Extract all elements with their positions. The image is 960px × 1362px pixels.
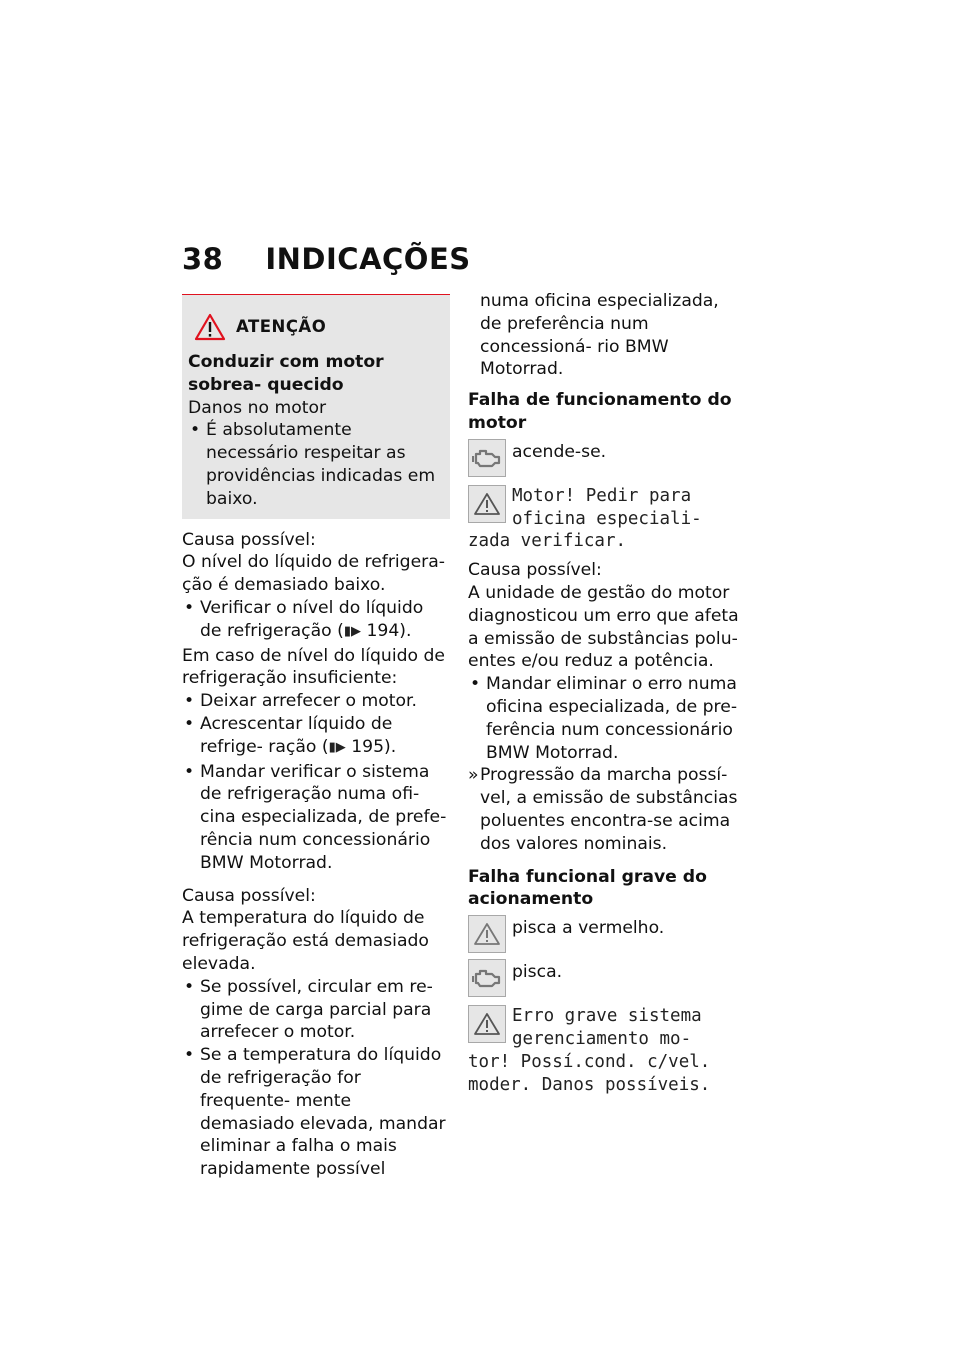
- cause-text: O nível do líquido de refrigera- ção é demasiado baixo.: [182, 552, 445, 596]
- engine-check-icon: [468, 439, 506, 477]
- cause-text: A unidade de gestão do motor diagnosticou um erro que afeta a emissão de substâncias polu- entes e/ou reduz a potência.: [468, 582, 739, 672]
- bullet-text: Acrescentar líquido de refrige- ração (: [200, 713, 393, 757]
- list-item: • Mandar eliminar o erro numa oficina especializada, de pre- ferência num concessionário BMW Motorrad.: [468, 673, 740, 764]
- cause-label: Causa possível:: [468, 560, 602, 581]
- left-column: [182, 294, 450, 1191]
- cause-label: Causa possível:: [182, 885, 316, 906]
- cause-low-coolant: [182, 529, 450, 875]
- warning-triangle-icon: [468, 485, 506, 523]
- page-title: INDICAÇÕES: [265, 242, 471, 276]
- warning-triangle-icon: [194, 313, 226, 341]
- display-line: Erro grave sistema: [512, 1006, 702, 1027]
- display-line: tor! Possí.cond. c/vel.: [468, 1051, 711, 1072]
- page-reference[interactable]: 194: [366, 620, 400, 641]
- display-message: [468, 485, 740, 553]
- right-column: [468, 290, 740, 1102]
- warning-title: ATENÇÃO: [236, 316, 327, 336]
- indicator-state: pisca.: [512, 962, 563, 983]
- warning-box: [182, 294, 450, 519]
- warning-bullet: • É absolutamente necessário respeitar as providências indicadas em baixo.: [188, 419, 444, 510]
- display-line: gerenciamento mo-: [512, 1028, 692, 1049]
- result-item: » Progressão da marcha possí- vel, a emissão de substâncias poluentes encontra-se acima dos valores nominais.: [468, 764, 740, 855]
- list-item: • Deixar arrefecer o motor.: [182, 690, 450, 713]
- list-item: • Se a temperatura do líquido de refrigeração for frequente- mente demasiado elevada, mandar eliminar a falha o mais rapidamente possível: [182, 1044, 450, 1181]
- page-reference[interactable]: 195: [351, 736, 385, 757]
- display-line: zada verificar.: [468, 531, 627, 552]
- section-heading-engine-fault: Falha de funcionamento do motor: [468, 390, 732, 433]
- indicator-state: pisca a vermelho.: [512, 918, 665, 939]
- display-line: Motor! Pedir para: [512, 485, 692, 506]
- bullet-end: ).: [399, 620, 412, 641]
- page-number: 38: [182, 242, 224, 276]
- insufficient-text: Em caso de nível do líquido de refrigeração insuficiente:: [182, 645, 445, 689]
- warning-subtitle: Conduzir com motor sobrea- quecido: [188, 352, 384, 395]
- indicator-row: [468, 439, 740, 477]
- reference-arrow-icon: ▮▶: [343, 623, 362, 639]
- warning-triangle-icon: [468, 915, 506, 953]
- list-item: • Se possível, circular em re- gime de carga parcial para arrefecer o motor.: [182, 976, 450, 1044]
- cause-high-temperature: [182, 885, 450, 1181]
- warning-header: [194, 313, 444, 341]
- section-heading-severe-fault: Falha funcional grave do acionamento: [468, 866, 707, 910]
- display-line: moder. Danos possíveis.: [468, 1074, 711, 1095]
- page-header: [182, 242, 471, 276]
- cause-label: Causa possível:: [182, 529, 316, 550]
- bullet-end: ).: [384, 736, 397, 757]
- cause-text: A temperatura do líquido de refrigeração está demasiado elevada.: [182, 908, 429, 974]
- list-item: • Mandar verificar o sistema de refrigeração numa ofi- cina especializada, de prefe- rência num concessionário BMW Motorrad.: [182, 761, 450, 875]
- bullet-text: Verificar o nível do líquido de refrigeração (: [200, 597, 424, 641]
- indicator-row: [468, 915, 740, 953]
- indicator-row: [468, 959, 740, 997]
- warning-triangle-icon: [468, 1005, 506, 1043]
- list-item: [182, 597, 450, 645]
- indicator-state: acende-se.: [512, 441, 607, 462]
- continuation-text: numa oficina especializada, de preferência num concessioná- rio BMW Motorrad.: [480, 291, 719, 380]
- warning-effect: Danos no motor: [188, 397, 327, 418]
- engine-check-icon: [468, 959, 506, 997]
- reference-arrow-icon: ▮▶: [328, 739, 346, 755]
- display-message: [468, 1005, 740, 1096]
- display-line: oficina especiali-: [512, 508, 702, 529]
- list-item: [182, 713, 450, 761]
